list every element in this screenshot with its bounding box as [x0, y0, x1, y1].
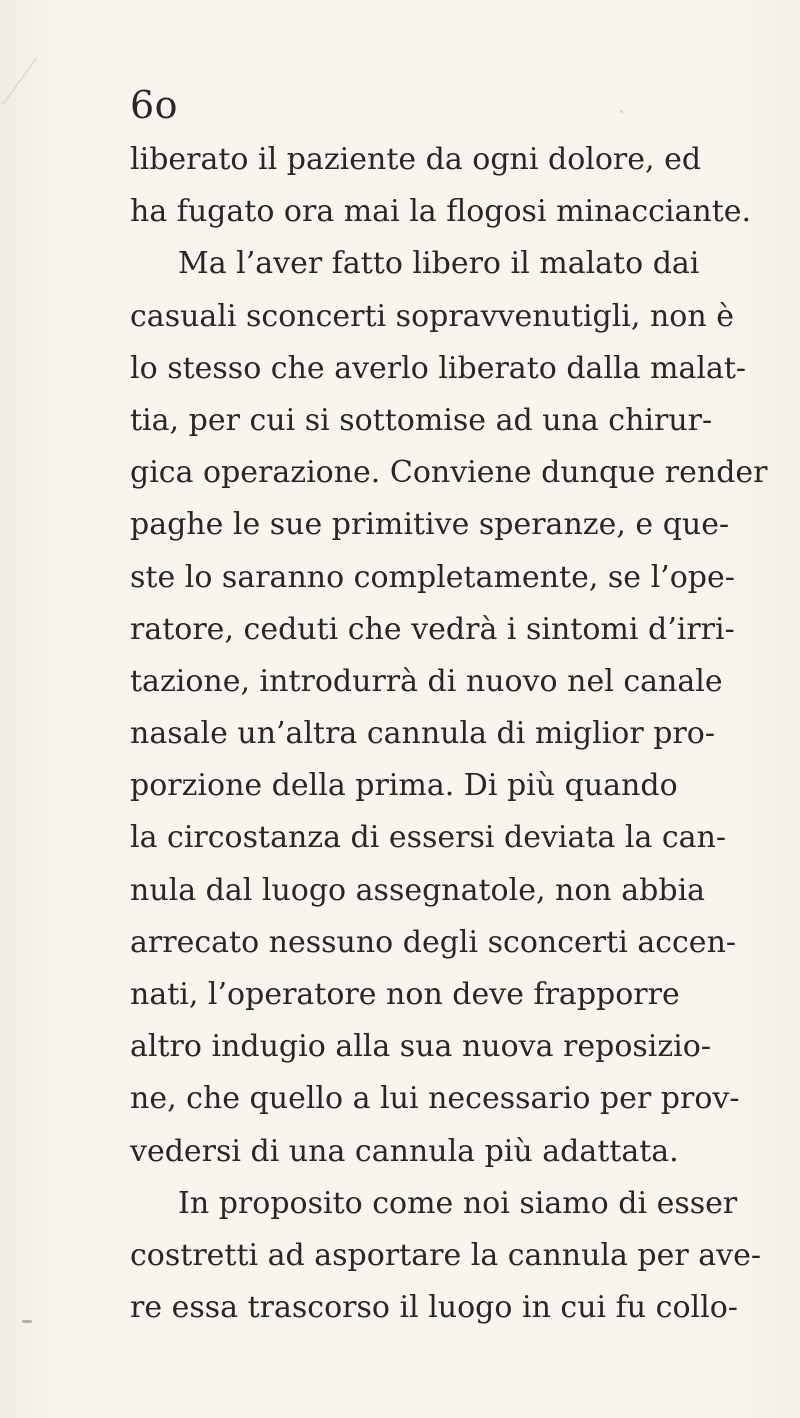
text-line: vedersi di una cannula più adattata. [130, 1133, 679, 1169]
paper-crease [2, 58, 37, 106]
body-text [130, 134, 768, 1334]
text-line: nula dal luogo assegnatole, non abbia [130, 872, 706, 908]
text-line: casuali sconcerti sopravvenutigli, non è [130, 298, 734, 334]
page-number: 6o [130, 83, 179, 127]
text-line: ne, che quello a lui necessario per prov- [130, 1081, 740, 1117]
text-line: Ma l’aver fatto libero il malato dai [178, 246, 700, 282]
text-line: nati, l’operatore non deve frapporre [130, 977, 680, 1012]
text-line: tia, per cui si sottomise ad una chirur- [130, 402, 713, 438]
text-line: ste lo saranno completamente, se l’ope- [130, 559, 735, 595]
text-line: tazione, introdurrà di nuovo nel canale [130, 663, 723, 699]
paper-fleck [620, 110, 623, 113]
text-line: ratore, ceduti che vedrà i sintomi d’irri- [130, 611, 735, 647]
text-line: liberato il paziente da ogni dolore, ed [130, 142, 702, 177]
text-line: arrecato nessuno degli sconcerti accen- [130, 924, 737, 960]
text-line: altro indugio alla sua nuova reposizio- [130, 1029, 711, 1065]
text-line: In proposito come noi siamo di esser [178, 1185, 738, 1221]
text-line: nasale un’altra cannula di miglior pro- [130, 716, 715, 752]
text-line: paghe le sue primitive speranze, e que- [130, 507, 730, 543]
text-line: lo stesso che averlo liberato dalla malat- [130, 350, 747, 386]
text-line: ha fugato ora mai la flogosi minacciante. [130, 194, 752, 230]
text-line: porzione della prima. Di più quando [130, 768, 678, 804]
text-line: la circostanza di essersi deviata la can- [130, 820, 727, 856]
text-line: gica operazione. Conviene dunque render [130, 455, 768, 491]
edge-mark [22, 1320, 32, 1323]
text-line: re essa trascorso il luogo in cui fu collo- [130, 1290, 738, 1326]
text-line: costretti ad asportare la cannula per ave- [130, 1237, 761, 1273]
